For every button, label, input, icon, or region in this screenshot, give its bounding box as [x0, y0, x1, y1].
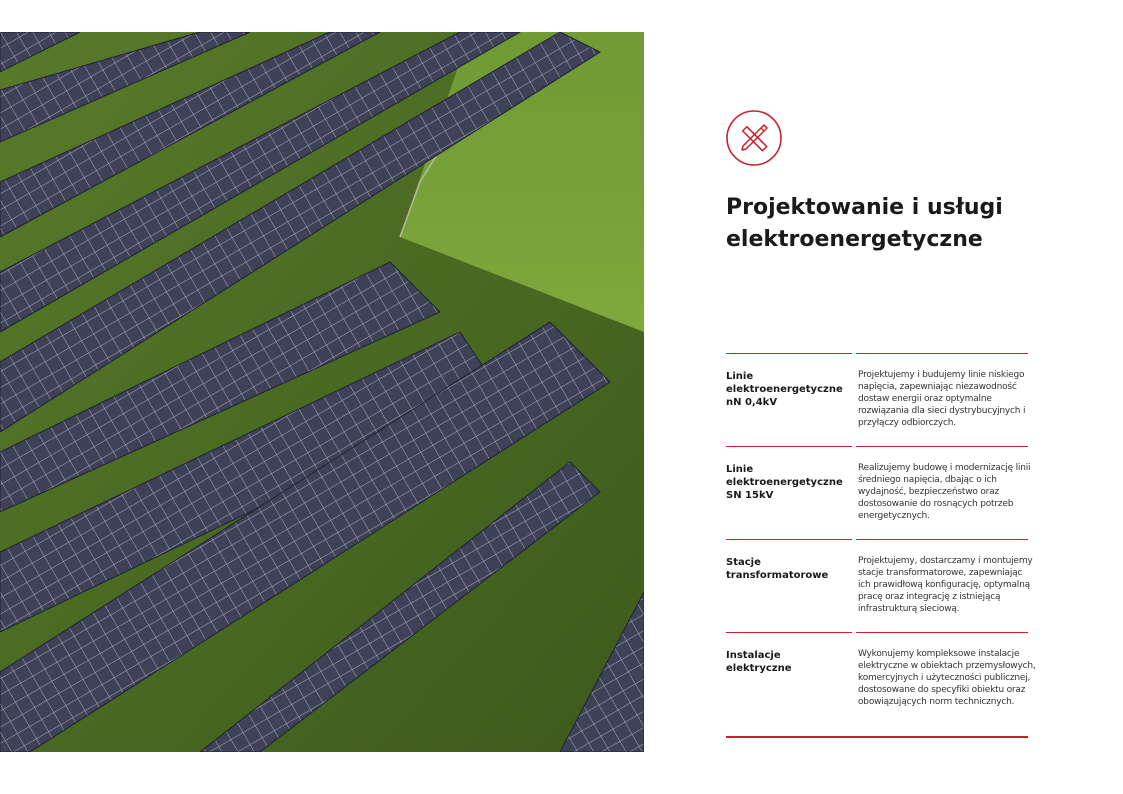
service-description: Projektujemy, dostarczamy i montujemy stacje transformatorowe, zapewniając ich prawidłową konfigurację, optymalną pracę oraz integrację z istniejącą infrastrukturą sieciową. — [858, 556, 1033, 614]
services-list — [726, 353, 1036, 725]
divider — [726, 539, 852, 540]
divider — [856, 632, 1028, 633]
service-name: Linie elektroenergetyczne SN 15kV — [726, 464, 843, 501]
divider — [856, 539, 1028, 540]
service-description: Wykonujemy kompleksowe instalacje elektryczne w obiektach przemysłowych, komercyjnych i użyteczności publicznej, dostosowane do specyfiki obiektu oraz obowiązujących norm technicznych. — [858, 649, 1036, 707]
service-name: Linie elektroenergetyczne nN 0,4kV — [726, 371, 843, 408]
service-description: Realizujemy budowę i modernizację linii średniego napięcia, dbając o ich wydajność, bezpieczeństwo oraz dostosowanie do rosnących potrzeb energetycznych. — [858, 463, 1031, 521]
service-item — [726, 446, 1031, 539]
divider — [856, 446, 1028, 447]
bottom-divider — [726, 736, 1028, 738]
pencil-ruler-icon — [726, 110, 782, 166]
service-description: Projektujemy i budujemy linie niskiego napięcia, zapewniając niezawodność dostaw energii oraz optymalne rozwiązania dla sieci dystrybucyjnych i przyłączy odbiorczych. — [858, 370, 1026, 428]
divider — [856, 353, 1028, 354]
page-title: Projektowanie i usługi elektroenergetyczne — [726, 195, 1003, 252]
divider — [726, 446, 852, 447]
service-name: Stacje transformatorowe — [726, 557, 829, 581]
divider — [726, 632, 852, 633]
service-item — [726, 632, 1036, 725]
divider — [726, 353, 852, 354]
service-item — [726, 353, 1028, 446]
solar-farm-photo — [0, 32, 644, 752]
service-item — [726, 539, 1033, 632]
service-name: Instalacje elektryczne — [726, 650, 792, 674]
